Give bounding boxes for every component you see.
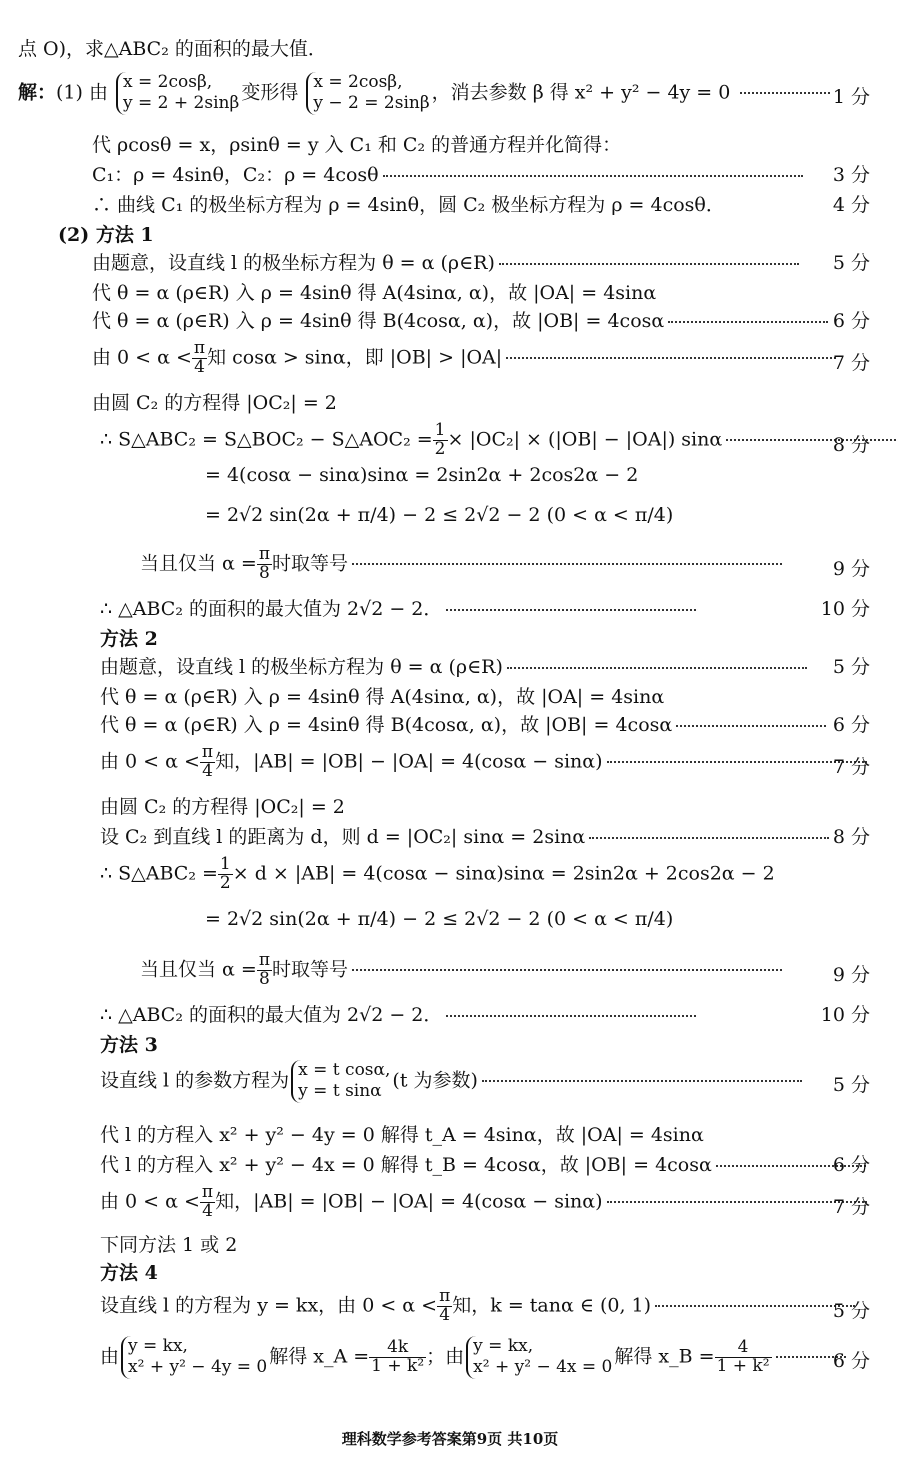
- line-7: 代 θ = α (ρ∈R) 入 ρ = 4sinθ 得 A(4sinα, α)，故 |OA| = 4sinα: [92, 282, 657, 304]
- score: 1 分: [832, 86, 870, 108]
- line-35: 由 y = kx, x² + y² − 4y = 0 解得 x_A = $\frac{4k}{\text{1 + k²}}$ ；由 y = kx, x² + y² − 4x = 0 解得 x_B = $\frac{4}{\text{1 + k²}}$ 6 分: [100, 1336, 870, 1378]
- line-26: ∴ △ABC₂ 的面积的最大值为 2√2 − 2． 10 分: [100, 1004, 870, 1026]
- part1-line: 解：(1) 由 x = 2cosβ, y = 2 + 2sinβ 变形得 x = 2cosβ, y − 2 = 2sinβ ，消去参数 β 得 x² + y² − 4y = 0 1 分: [18, 72, 870, 114]
- line-2: 代 ρcosθ = x，ρsinθ = y 入 C₁ 和 C₂ 的普通方程并化简得：: [92, 134, 622, 156]
- method4-heading: 方法 4: [100, 1262, 158, 1284]
- line-3: C₁：ρ = 4sinθ，C₂：ρ = 4cosθ 3 分: [92, 164, 870, 186]
- line-29: 代 l 的方程入 x² + y² − 4y = 0 解得 t_A = 4sinα，故 |OA| = 4sinα: [100, 1124, 704, 1146]
- line-6: 由题意，设直线 l 的极坐标方程为 θ = α (ρ∈R) 5 分: [92, 252, 870, 274]
- method2-heading: 方法 2: [100, 628, 158, 650]
- line-34: 设直线 l 的方程为 y = kx，由 0 < α < $\frac{\pi}{4}$ 知，k = tanα ∈ (0, 1) 5 分: [100, 1286, 870, 1325]
- line-20: 由 0 < α < $\frac{\pi}{4}$ 知，|AB| = |OB| − |OA| = 4(cosα − sinα) 7 分: [100, 742, 870, 781]
- line-13: = 2√2 sin(2α + π/4) − 2 ≤ 2√2 − 2 (0 < α < π/4): [205, 504, 674, 526]
- line-4: ∴ 曲线 C₁ 的极坐标方程为 ρ = 4sinθ，圆 C₂ 极坐标方程为 ρ = 4cosθ． 4 分: [92, 194, 870, 216]
- line-30: 代 l 的方程入 x² + y² − 4x = 0 解得 t_B = 4cosα，故 |OB| = 4cosα 6 分: [100, 1154, 870, 1176]
- line-28: 设直线 l 的参数方程为 x = t cosα, y = t sinα (t 为参数) 5 分: [100, 1060, 870, 1102]
- line-9: 由 0 < α < $\frac{\pi}{4}$ 知 cosα > sinα，即 |OB| > |OA| 7 分: [92, 338, 870, 377]
- line-31: 由 0 < α < $\frac{\pi}{4}$ 知，|AB| = |OB| − |OA| = 4(cosα − sinα) 7 分: [100, 1182, 870, 1221]
- line-23: ∴ S△ABC₂ = $\frac{1}{2}$ × d × |AB| = 4(cosα − sinα)sinα = 2sin2α + 2cos2α − 2: [100, 854, 775, 893]
- line-19: 代 θ = α (ρ∈R) 入 ρ = 4sinθ 得 B(4cosα, α)，故 |OB| = 4cosα 6 分: [100, 714, 870, 736]
- line-32: 下同方法 1 或 2: [100, 1234, 238, 1256]
- intro-line: 点 O)，求△ABC₂ 的面积的最大值．: [18, 38, 327, 60]
- page-footer: 理科数学参考答案第9页 共10页: [341, 1430, 559, 1448]
- line-24: = 2√2 sin(2α + π/4) − 2 ≤ 2√2 − 2 (0 < α < π/4): [205, 908, 674, 930]
- line-22: 设 C₂ 到直线 l 的距离为 d，则 d = |OC₂| sinα = 2sinα 8 分: [100, 826, 870, 848]
- line-18: 代 θ = α (ρ∈R) 入 ρ = 4sinθ 得 A(4sinα, α)，故 |OA| = 4sinα: [100, 686, 665, 708]
- line-10: 由圆 C₂ 的方程得 |OC₂| = 2: [92, 392, 337, 414]
- line-17: 由题意，设直线 l 的极坐标方程为 θ = α (ρ∈R) 5 分: [100, 656, 870, 678]
- line-15: ∴ △ABC₂ 的面积的最大值为 2√2 − 2． 10 分: [100, 598, 870, 620]
- method3-heading: 方法 3: [100, 1034, 158, 1056]
- line-21: 由圆 C₂ 的方程得 |OC₂| = 2: [100, 796, 345, 818]
- line-12: = 4(cosα − sinα)sinα = 2sin2α + 2cos2α − 2: [205, 464, 639, 486]
- line-11: ∴ S△ABC₂ = S△BOC₂ − S△AOC₂ = $\frac{1}{2}$ × |OC₂| × (|OB| − |OA|) sinα 8 分: [100, 422, 900, 459]
- line-8: 代 θ = α (ρ∈R) 入 ρ = 4sinθ 得 B(4cosα, α)，故 |OB| = 4cosα 6 分: [92, 310, 870, 332]
- line-14: 当且仅当 α = $\frac{\pi}{8}$ 时取等号 9 分: [140, 544, 870, 583]
- method1-heading: (2) 方法 1: [58, 224, 154, 246]
- line-25: 当且仅当 α = $\frac{\pi}{8}$ 时取等号 9 分: [140, 950, 870, 989]
